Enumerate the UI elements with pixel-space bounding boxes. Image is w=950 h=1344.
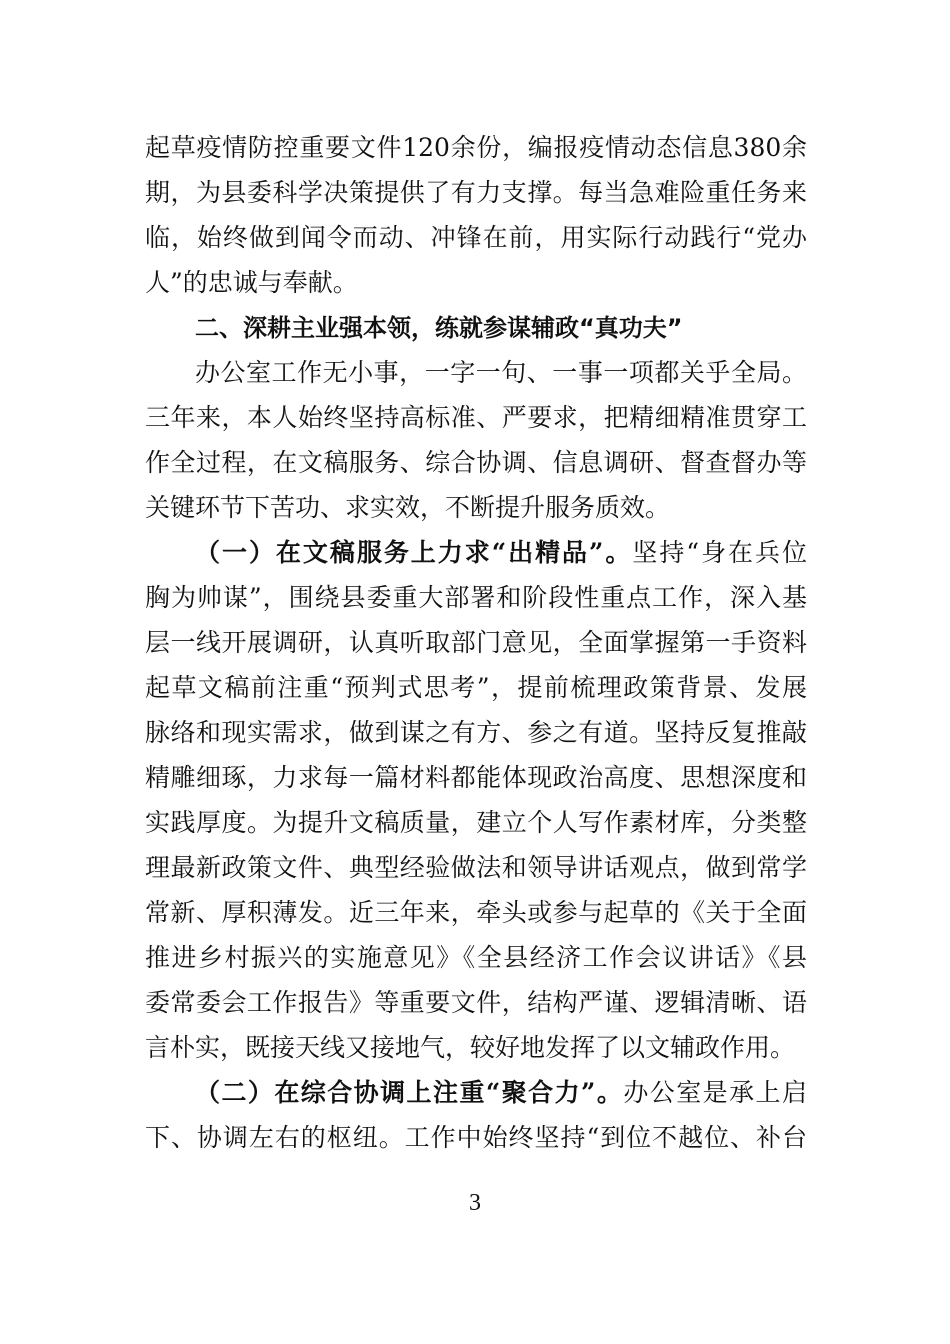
body-text-line: 胸为帅谋”，围绕县委重大部署和阶段性重点工作，深入基 bbox=[145, 583, 807, 612]
subsection-text: 坚持“身在兵位 bbox=[632, 538, 807, 567]
body-text-line: 常新、厚积薄发。近三年来，牵头或参与起草的《关于全面 bbox=[145, 898, 807, 927]
body-text-line: 层一线开展调研，认真听取部门意见，全面掌握第一手资料 bbox=[145, 628, 807, 657]
subsection-first-line bbox=[195, 538, 807, 568]
body-text-line: 言朴实，既接天线又接地气，较好地发挥了以文辅政作用。 bbox=[145, 1033, 796, 1062]
body-text-line: 临，始终做到闻令而动、冲锋在前，用实际行动践行“党办 bbox=[145, 223, 807, 252]
body-text-line: 实践厚度。为提升文稿质量，建立个人写作素材库，分类整 bbox=[145, 808, 807, 837]
body-text-line: 委常委会工作报告》等重要文件，结构严谨、逻辑清晰、语 bbox=[145, 988, 807, 1017]
body-text-line: 精雕细琢，力求每一篇材料都能体现政治高度、思想深度和 bbox=[145, 763, 807, 792]
body-text-line: 期，为县委科学决策提供了有力支撑。每当急难险重任务来 bbox=[145, 178, 807, 207]
body-text-line: 人”的忠诚与奉献。 bbox=[145, 268, 358, 297]
section-heading: 二、深耕主业强本领，练就参谋辅政“真功夫” bbox=[195, 314, 683, 342]
body-text-line: 理最新政策文件、典型经验做法和领导讲话观点，做到常学 bbox=[145, 853, 807, 882]
subsection-text: 办公室是承上启 bbox=[623, 1078, 807, 1107]
body-text-line: 关键环节下苦功、求实效，不断提升服务质效。 bbox=[145, 493, 671, 522]
body-text-line: 作全过程，在文稿服务、综合协调、信息调研、督查督办等 bbox=[145, 448, 807, 477]
page-number: 3 bbox=[469, 1190, 481, 1216]
body-text-line: 办公室工作无小事，一字一句、一事一项都关乎全局。 bbox=[195, 358, 807, 387]
subsection-first-line bbox=[195, 1078, 807, 1108]
subsection-title: （二）在综合协调上注重“聚合力”。 bbox=[195, 1078, 624, 1107]
body-text-line: 三年来，本人始终坚持高标准、严要求，把精细精准贯穿工 bbox=[145, 403, 807, 432]
body-text-line: 下、协调左右的枢纽。工作中始终坚持“到位不越位、补台 bbox=[145, 1123, 807, 1152]
body-text-line: 起草疫情防控重要文件120余份，编报疫情动态信息380余 bbox=[145, 133, 807, 162]
body-text-line: 起草文稿前注重“预判式思考”，提前梳理政策背景、发展 bbox=[145, 673, 807, 702]
body-text-line: 推进乡村振兴的实施意见》《全县经济工作会议讲话》《县 bbox=[145, 943, 807, 972]
subsection-title: （一）在文稿服务上力求“出精品”。 bbox=[195, 538, 633, 567]
body-text-line: 脉络和现实需求，做到谋之有方、参之有道。坚持反复推敲 bbox=[145, 718, 807, 747]
